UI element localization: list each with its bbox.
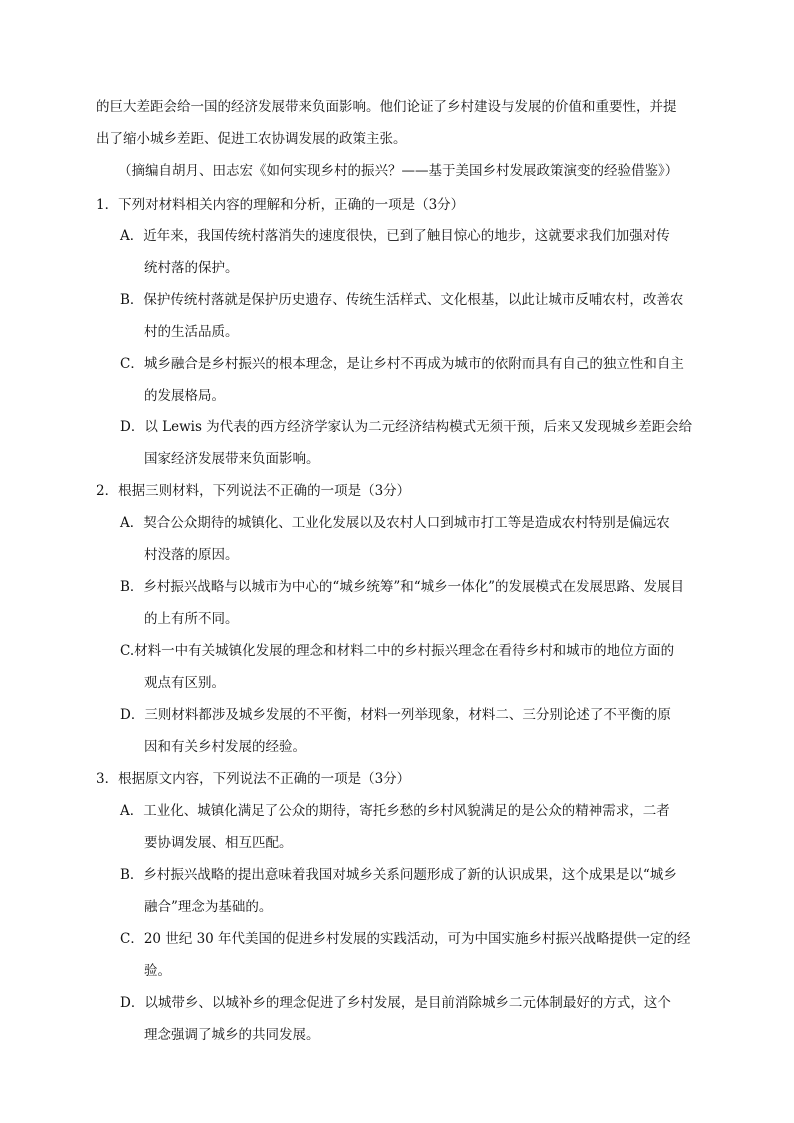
question-2-stem: 2．根据三则材料，下列说法不正确的一项是（3分） — [96, 483, 411, 499]
q2-option-b: B．乡村振兴战略与以城市为中心的“城乡统筹”和“城乡一体化”的发展模式在发展思路、发展目 — [120, 579, 685, 595]
q3-option-c: C．20 世纪 30 年代美国的促进乡村发展的实践活动，可为中国实施乡村振兴战略提供一定的经 — [120, 931, 691, 947]
q2-option-a: A．契合公众期待的城镇化、工业化发展以及农村人口到城市打工等是造成农村特别是偏远农 — [120, 515, 670, 531]
q1-option-b: B．保护传统村落就是保护历史遗存、传统生活样式、文化根基，以此让城市反哺农村，改善农 — [120, 292, 684, 308]
q3-option-c-cont: 验。 — [144, 963, 171, 979]
q2-option-c: C.材料一中有关城镇化发展的理念和材料二中的乡村振兴理念在看待乡村和城市的地位方面的 — [120, 643, 675, 659]
q3-option-a-cont: 要协调发展、相互匹配。 — [144, 835, 293, 851]
question-1-stem: 1．下列对材料相关内容的理解和分析，正确的一项是（3分） — [96, 197, 465, 213]
q1-option-d-cont: 国家经济发展带来负面影响。 — [144, 451, 320, 467]
question-3-stem: 3．根据原文内容，下列说法不正确的一项是（3分） — [96, 771, 411, 787]
passage-line-1: 的巨大差距会给一国的经济发展带来负面影响。他们论证了乡村建设与发展的价值和重要性，并提 — [96, 99, 677, 115]
q2-option-d: D．三则材料都涉及城乡发展的不平衡，材料一列举现象，材料二、三分别论述了不平衡的原 — [120, 707, 671, 723]
q3-option-b-cont: 融合”理念为基础的。 — [144, 899, 273, 915]
q3-option-d: D．以城带乡、以城补乡的理念促进了乡村发展，是目前消除城乡二元体制最好的方式，这个 — [120, 995, 671, 1011]
q3-option-b: B．乡村振兴战略的提出意味着我国对城乡关系问题形成了新的认识成果，这个成果是以“城乡 — [120, 867, 677, 883]
q1-option-a: A．近年来，我国传统村落消失的速度很快，已到了触目惊心的地步，这就要求我们加强对传 — [120, 228, 670, 244]
q1-option-b-cont: 村的生活品质。 — [144, 324, 239, 340]
q1-option-d: D．以 Lewis 为代表的西方经济学家认为二元经济结构模式无须干预，后来又发现城乡差距会给 — [120, 419, 693, 435]
passage-source: （摘编自胡月、田志宏《如何实现乡村的振兴？——基于美国乡村发展政策演变的经验借鉴》） — [118, 163, 679, 179]
q2-option-b-cont: 的上有所不同。 — [144, 611, 239, 627]
q1-option-c: C．城乡融合是乡村振兴的根本理念，是让乡村不再成为城市的依附而具有自己的独立性和自主 — [120, 356, 684, 372]
q3-option-d-cont: 理念强调了城乡的共同发展。 — [144, 1027, 320, 1043]
q2-option-a-cont: 村没落的原因。 — [144, 547, 239, 563]
passage-line-2: 出了缩小城乡差距、促进工农协调发展的政策主张。 — [96, 131, 407, 147]
q1-option-c-cont: 的发展格局。 — [144, 388, 225, 404]
q2-option-d-cont: 因和有关乡村发展的经验。 — [144, 739, 306, 755]
q3-option-a: A．工业化、城镇化满足了公众的期待，寄托乡愁的乡村风貌满足的是公众的精神需求，二者 — [120, 803, 670, 819]
q2-option-c-cont: 观点有区别。 — [144, 675, 225, 691]
q1-option-a-cont: 统村落的保护。 — [144, 260, 239, 276]
